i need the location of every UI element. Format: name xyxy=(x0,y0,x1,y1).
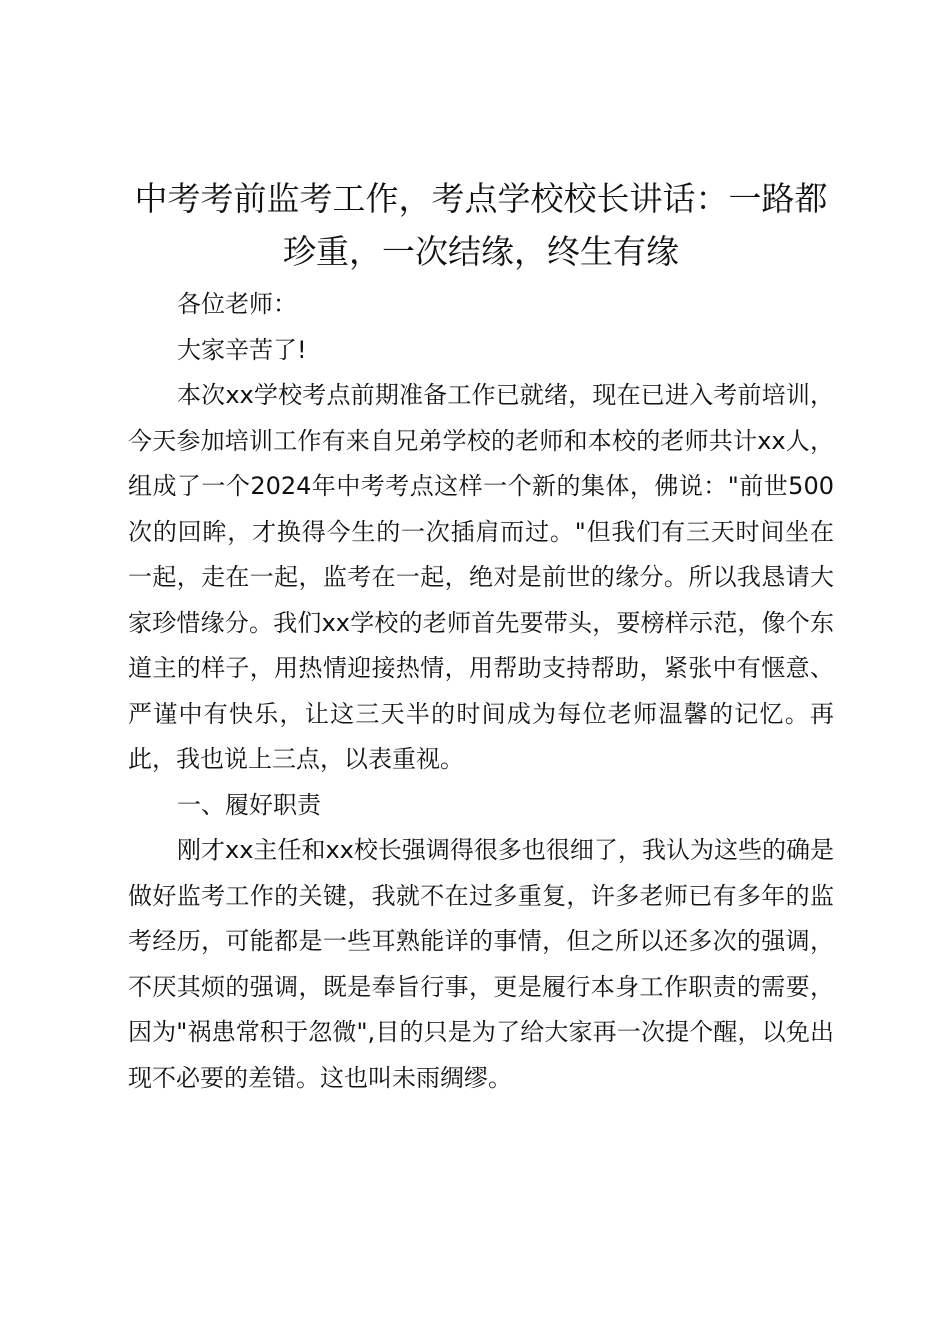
document-body xyxy=(128,172,834,1101)
document-title: 中考考前监考工作，考点学校校长讲话：一路都珍重，一次结缘，终生有缘 xyxy=(134,179,828,271)
section-1-paragraph: 刚才xx主任和xx校长强调得很多也很细了，我认为这些的确是做好监考工作的关键，我就不在过多重复，许多老师已有多年的监考经历，可能都是一些耳熟能详的事情，但之所以还多次的强调，不厌其烦的强调，既是奉旨行事，更是履行本身工作职责的需要，因为"祸患常积于忽微",目的只是为了给大家再一次提个醒，以免出现不必要的差错。这也叫未雨绸缪。 xyxy=(128,836,834,1092)
greeting: 大家辛苦了! xyxy=(177,335,307,364)
salutation: 各位老师： xyxy=(177,290,297,318)
intro-paragraph: 本次xx学校考点前期准备工作已就绪，现在已进入考前培训，今天参加培训工作有来自兄弟学校的老师和本校的老师共计xx人，组成了一个2024年中考考点这样一个新的集体，佛说："前世500次的回眸，才换得今生的一次插肩而过。"但我们有三天时间坐在一起，走在一起，监考在一起，绝对是前世的缘分。所以我恳请大家珍惜缘分。我们xx学校的老师首先要带头，要榜样示范，像个东道主的样子，用热情迎接热情，用帮助支持帮助，紧张中有惬意、严谨中有快乐，让这三天半的时间成为每位老师温馨的记忆。再此，我也说上三点，以表重视。 xyxy=(128,381,834,773)
section-heading-1: 一、履好职责 xyxy=(177,790,321,819)
